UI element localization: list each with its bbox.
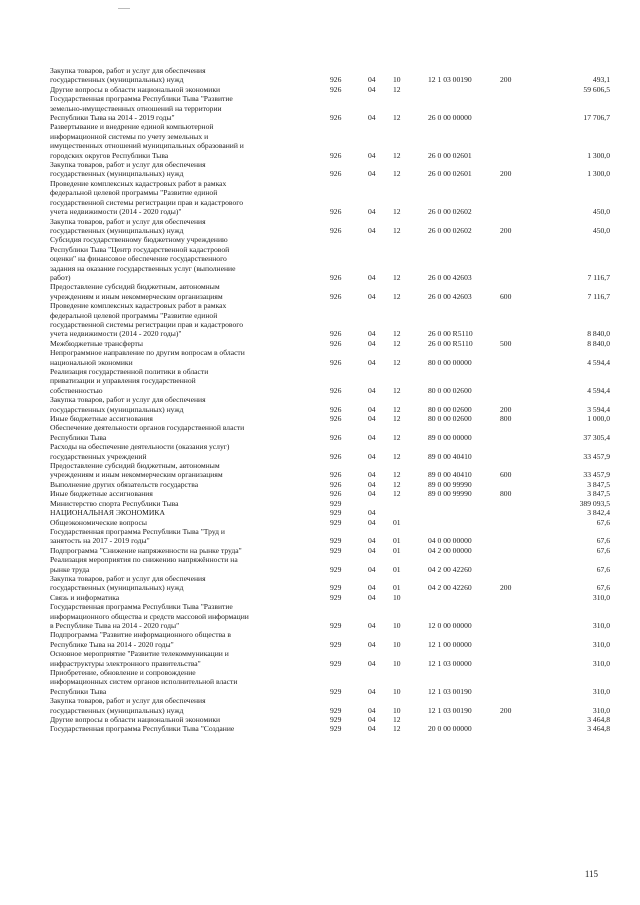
row-expense-type-code: 200 xyxy=(500,404,512,414)
row-section-code: 04 xyxy=(368,404,376,414)
row-amount: 1 300,0 xyxy=(587,150,610,160)
row-admin-code: 926 xyxy=(330,291,342,301)
row-target-code: 26 0 00 02601 xyxy=(428,150,472,160)
row-target-code: 89 0 00 40410 xyxy=(428,451,472,461)
row-section-code: 04 xyxy=(368,715,376,725)
row-admin-code: 926 xyxy=(330,75,342,85)
row-target-code: 89 0 00 40410 xyxy=(428,470,472,480)
row-admin-code: 926 xyxy=(330,414,342,424)
row-name: Общеэкономические вопросы xyxy=(50,517,147,527)
row-subsection-code: 12 xyxy=(393,432,401,442)
table-row xyxy=(50,348,610,367)
row-name: Закупка товаров, работ и услуг для обеспечения государственных (муниципальных) нужд xyxy=(50,66,206,85)
row-section-code: 04 xyxy=(368,724,376,734)
row-name: Другие вопросы в области национальной экономики xyxy=(50,84,221,94)
row-subsection-code: 12 xyxy=(393,207,401,217)
row-admin-code: 926 xyxy=(330,272,342,282)
row-target-code: 80 0 00 02600 xyxy=(428,414,472,424)
row-subsection-code: 12 xyxy=(393,479,401,489)
row-amount: 310,0 xyxy=(592,658,610,668)
row-name: Связь и информатика xyxy=(50,592,120,602)
row-section-code: 04 xyxy=(368,592,376,602)
row-amount: 7 116,7 xyxy=(587,291,610,301)
row-subsection-code: 01 xyxy=(393,564,401,574)
table-row xyxy=(50,724,610,733)
row-target-code: 04 2 00 42260 xyxy=(428,564,472,574)
table-row xyxy=(50,668,610,696)
row-amount: 17 706,7 xyxy=(583,113,610,123)
row-admin-code: 929 xyxy=(330,583,342,593)
row-section-code: 04 xyxy=(368,536,376,546)
row-amount: 450,0 xyxy=(592,207,610,217)
row-amount: 3 847,5 xyxy=(587,479,610,489)
row-subsection-code: 10 xyxy=(393,705,401,715)
row-expense-type-code: 800 xyxy=(500,414,512,424)
row-admin-code: 929 xyxy=(330,658,342,668)
row-amount: 67,6 xyxy=(596,545,610,555)
row-target-code: 26 0 00 42603 xyxy=(428,272,472,282)
row-section-code: 04 xyxy=(368,489,376,499)
row-name: Государственная программа Республики Тыва "Создание xyxy=(50,724,235,734)
row-admin-code: 926 xyxy=(330,489,342,499)
row-subsection-code: 12 xyxy=(393,338,401,348)
table-row xyxy=(50,301,610,339)
table-row xyxy=(50,235,610,282)
row-subsection-code: 01 xyxy=(393,583,401,593)
row-section-code: 04 xyxy=(368,564,376,574)
row-amount: 310,0 xyxy=(592,592,610,602)
row-amount: 3 847,5 xyxy=(587,489,610,499)
row-subsection-code: 12 xyxy=(393,113,401,123)
row-admin-code: 929 xyxy=(330,498,342,508)
row-name: Закупка товаров, работ и услуг для обеспечения государственных (муниципальных) нужд xyxy=(50,160,206,179)
row-admin-code: 929 xyxy=(330,564,342,574)
row-admin-code: 929 xyxy=(330,508,342,518)
row-section-code: 04 xyxy=(368,470,376,480)
row-subsection-code: 12 xyxy=(393,404,401,414)
table-row xyxy=(50,602,610,630)
budget-table xyxy=(50,66,610,734)
row-subsection-code: 12 xyxy=(393,724,401,734)
row-subsection-code: 10 xyxy=(393,639,401,649)
row-name: Основное мероприятие "Развитие телекоммуникации и инфраструктуры электронного правительства" xyxy=(50,649,229,668)
row-expense-type-code: 600 xyxy=(500,470,512,480)
row-subsection-code: 12 xyxy=(393,272,401,282)
row-name: Субсидия государственному бюджетному учреждению Республики Тыва "Центр государственной кадастровой оценки" на финансовое обеспечение государственного задания на оказание государственных услуг (выполнение работ) xyxy=(50,235,236,282)
row-section-code: 04 xyxy=(368,451,376,461)
table-row xyxy=(50,499,610,508)
row-amount: 3 594,4 xyxy=(587,404,610,414)
row-name: Государственная программа Республики Тыва "Труд и занятость на 2017 - 2019 годы" xyxy=(50,526,225,546)
row-target-code: 12 1 00 00000 xyxy=(428,639,472,649)
row-target-code: 26 0 00 42603 xyxy=(428,291,472,301)
row-subsection-code: 10 xyxy=(393,75,401,85)
table-row xyxy=(50,527,610,546)
row-amount: 4 594,4 xyxy=(587,385,610,395)
row-admin-code: 926 xyxy=(330,207,342,217)
row-name: Развертывание и внедрение единой компьютерной информационной системы по учету земельных и имущественных отношений муниципальных образований и городских округов Республики Тыва xyxy=(50,122,244,160)
row-amount: 310,0 xyxy=(592,686,610,696)
row-expense-type-code: 200 xyxy=(500,169,512,179)
row-target-code: 80 0 00 02600 xyxy=(428,385,472,395)
table-row xyxy=(50,339,610,348)
row-section-code: 04 xyxy=(368,385,376,395)
row-name: Расходы на обеспечение деятельности (оказания услуг) государственных учреждений xyxy=(50,442,230,461)
table-row xyxy=(50,282,610,301)
row-amount: 310,0 xyxy=(592,620,610,630)
row-amount: 8 840,0 xyxy=(587,338,610,348)
scan-mark xyxy=(118,8,130,9)
row-amount: 1 300,0 xyxy=(587,169,610,179)
row-amount: 7 116,7 xyxy=(587,272,610,282)
row-target-code: 12 1 03 00190 xyxy=(428,75,472,85)
row-subsection-code: 12 xyxy=(393,385,401,395)
row-target-code: 12 1 03 00190 xyxy=(428,686,472,696)
row-amount: 4 594,4 xyxy=(587,357,610,367)
table-row xyxy=(50,414,610,423)
row-section-code: 04 xyxy=(368,291,376,301)
row-subsection-code: 10 xyxy=(393,686,401,696)
row-admin-code: 926 xyxy=(330,404,342,414)
row-expense-type-code: 200 xyxy=(500,225,512,235)
table-row xyxy=(50,367,610,395)
row-subsection-code: 10 xyxy=(393,620,401,630)
row-name: Иные бюджетные ассигнования xyxy=(50,489,153,499)
row-section-code: 04 xyxy=(368,75,376,85)
row-amount: 59 606,5 xyxy=(583,84,610,94)
row-target-code: 80 0 00 02600 xyxy=(428,404,472,414)
row-subsection-code: 10 xyxy=(393,592,401,602)
table-row xyxy=(50,489,610,498)
row-amount: 8 840,0 xyxy=(587,329,610,339)
row-target-code: 89 0 00 99990 xyxy=(428,479,472,489)
row-amount: 3 842,4 xyxy=(587,508,610,518)
row-section-code: 04 xyxy=(368,620,376,630)
row-section-code: 04 xyxy=(368,207,376,217)
row-amount: 67,6 xyxy=(596,517,610,527)
row-name: Проведение комплексных кадастровых работ в рамках федеральной целевой программы "Развитие единой государственной системы регистрации прав и кадастрового учета недвижимости (2014 - 2020 годы)" xyxy=(50,301,243,339)
row-subsection-code: 12 xyxy=(393,470,401,480)
row-admin-code: 929 xyxy=(330,715,342,725)
row-admin-code: 926 xyxy=(330,150,342,160)
table-row xyxy=(50,85,610,94)
row-admin-code: 926 xyxy=(330,84,342,94)
row-section-code: 04 xyxy=(368,169,376,179)
row-amount: 3 464,8 xyxy=(587,715,610,725)
row-subsection-code: 01 xyxy=(393,536,401,546)
row-target-code: 26 0 00 02602 xyxy=(428,207,472,217)
row-subsection-code: 12 xyxy=(393,169,401,179)
row-amount: 3 464,8 xyxy=(587,724,610,734)
row-name: Приобретение, обновление и сопровождение информационных систем органов исполнительной власти Республики Тыва xyxy=(50,668,238,696)
row-target-code: 26 0 00 02602 xyxy=(428,225,472,235)
row-section-code: 04 xyxy=(368,517,376,527)
row-section-code: 04 xyxy=(368,639,376,649)
row-admin-code: 929 xyxy=(330,517,342,527)
row-name: Предоставление субсидий бюджетным, автономным учреждениям и иным некоммерческим организациям xyxy=(50,282,223,301)
row-section-code: 04 xyxy=(368,414,376,424)
table-row xyxy=(50,423,610,442)
row-name: Подпрограмма "Снижение напряженности на рынке труда" xyxy=(50,545,242,555)
row-section-code: 04 xyxy=(368,545,376,555)
row-expense-type-code: 600 xyxy=(500,291,512,301)
row-subsection-code: 12 xyxy=(393,84,401,94)
row-subsection-code: 12 xyxy=(393,291,401,301)
row-admin-code: 926 xyxy=(330,357,342,367)
row-target-code: 26 0 00 00000 xyxy=(428,113,472,123)
row-name: Выполнение других обязательств государства xyxy=(50,479,199,489)
row-name: Закупка товаров, работ и услуг для обеспечения государственных (муниципальных) нужд xyxy=(50,573,206,593)
row-name: Предоставление субсидий бюджетным, автономным учреждениям и иным некоммерческим организациям xyxy=(50,461,223,480)
row-section-code: 04 xyxy=(368,357,376,367)
row-admin-code: 926 xyxy=(330,385,342,395)
row-amount: 67,6 xyxy=(596,536,610,546)
table-row xyxy=(50,179,610,217)
table-row xyxy=(50,395,610,414)
row-section-code: 04 xyxy=(368,338,376,348)
row-name: Закупка товаров, работ и услуг для обеспечения государственных (муниципальных) нужд xyxy=(50,395,206,414)
row-name: Реализация государственной политики в области приватизации и управления государственной собственностью xyxy=(50,367,209,395)
row-section-code: 04 xyxy=(368,113,376,123)
row-name: Проведение комплексных кадастровых работ в рамках федеральной целевой программы "Развитие единой государственной системы регистрации прав и кадастрового учета недвижимости (2014 - 2020 годы)" xyxy=(50,178,243,217)
row-section-code: 04 xyxy=(368,432,376,442)
row-amount: 33 457,9 xyxy=(583,470,610,480)
row-target-code: 26 0 00 02601 xyxy=(428,169,472,179)
row-admin-code: 929 xyxy=(330,592,342,602)
row-amount: 493,1 xyxy=(592,75,610,85)
row-section-code: 04 xyxy=(368,508,376,518)
row-admin-code: 929 xyxy=(330,620,342,630)
row-section-code: 04 xyxy=(368,658,376,668)
row-name: Закупка товаров, работ и услуг для обеспечения государственных (муниципальных) нужд xyxy=(50,216,206,235)
row-section-code: 04 xyxy=(368,84,376,94)
row-section-code: 04 xyxy=(368,272,376,282)
row-amount: 389 093,5 xyxy=(579,498,610,508)
table-row xyxy=(50,518,610,527)
row-section-code: 04 xyxy=(368,150,376,160)
row-admin-code: 929 xyxy=(330,686,342,696)
row-expense-type-code: 500 xyxy=(500,338,512,348)
table-row xyxy=(50,649,610,668)
row-subsection-code: 12 xyxy=(393,451,401,461)
row-admin-code: 926 xyxy=(330,451,342,461)
row-target-code: 20 0 00 00000 xyxy=(428,724,472,734)
row-subsection-code: 10 xyxy=(393,658,401,668)
row-name: Другие вопросы в области национальной экономики xyxy=(50,715,221,725)
table-row xyxy=(50,546,610,555)
row-subsection-code: 12 xyxy=(393,225,401,235)
row-subsection-code: 12 xyxy=(393,414,401,424)
row-expense-type-code: 200 xyxy=(500,705,512,715)
row-subsection-code: 12 xyxy=(393,357,401,367)
table-row xyxy=(50,66,610,85)
table-row xyxy=(50,555,610,574)
table-row xyxy=(50,593,610,602)
row-admin-code: 929 xyxy=(330,536,342,546)
row-name: Закупка товаров, работ и услуг для обеспечения государственных (муниципальных) нужд xyxy=(50,696,206,715)
table-row xyxy=(50,217,610,236)
row-target-code: 89 0 00 99990 xyxy=(428,489,472,499)
row-subsection-code: 01 xyxy=(393,545,401,555)
table-row xyxy=(50,508,610,517)
table-row xyxy=(50,122,610,160)
row-admin-code: 929 xyxy=(330,705,342,715)
row-admin-code: 926 xyxy=(330,225,342,235)
row-name: Обеспечение деятельности органов государственной власти Республики Тыва xyxy=(50,423,245,442)
row-amount: 450,0 xyxy=(592,225,610,235)
row-name: Непрограммное направление по другим вопросам в области национальной экономики xyxy=(50,348,245,367)
row-section-code: 04 xyxy=(368,329,376,339)
row-expense-type-code: 200 xyxy=(500,75,512,85)
row-admin-code: 926 xyxy=(330,338,342,348)
row-target-code: 26 0 00 R5110 xyxy=(428,338,473,348)
row-section-code: 04 xyxy=(368,225,376,235)
row-target-code: 12 0 00 00000 xyxy=(428,620,472,630)
row-subsection-code: 01 xyxy=(393,517,401,527)
row-target-code: 26 0 00 R5110 xyxy=(428,329,473,339)
row-section-code: 04 xyxy=(368,583,376,593)
table-row xyxy=(50,630,610,649)
table-row xyxy=(50,574,610,593)
row-target-code: 04 0 00 00000 xyxy=(428,536,472,546)
row-subsection-code: 12 xyxy=(393,715,401,725)
row-amount: 67,6 xyxy=(596,564,610,574)
table-row xyxy=(50,160,610,179)
row-name: Подпрограмма "Развитие информационного общества в Республике Тыва на 2014 - 2020 годы" xyxy=(50,630,231,649)
row-admin-code: 926 xyxy=(330,432,342,442)
row-target-code: 12 1 03 00000 xyxy=(428,658,472,668)
row-admin-code: 926 xyxy=(330,329,342,339)
table-row xyxy=(50,94,610,122)
row-target-code: 12 1 03 00190 xyxy=(428,705,472,715)
row-subsection-code: 12 xyxy=(393,489,401,499)
row-name: Межбюджетные трансферты xyxy=(50,338,143,348)
row-target-code: 80 0 00 00000 xyxy=(428,357,472,367)
page-number: 115 xyxy=(584,869,598,879)
row-target-code: 89 0 00 00000 xyxy=(428,432,472,442)
row-admin-code: 929 xyxy=(330,545,342,555)
row-admin-code: 929 xyxy=(330,724,342,734)
row-amount: 37 305,4 xyxy=(583,432,610,442)
row-subsection-code: 12 xyxy=(393,329,401,339)
row-amount: 67,6 xyxy=(596,583,610,593)
row-name: Министерство спорта Республики Тыва xyxy=(50,498,179,508)
row-admin-code: 929 xyxy=(330,639,342,649)
row-name: НАЦИОНАЛЬНАЯ ЭКОНОМИКА xyxy=(50,508,165,518)
table-row xyxy=(50,461,610,480)
row-amount: 1 000,0 xyxy=(587,414,610,424)
row-name: Иные бюджетные ассигнования xyxy=(50,414,153,424)
row-section-code: 04 xyxy=(368,686,376,696)
table-row xyxy=(50,715,610,724)
table-row xyxy=(50,442,610,461)
row-section-code: 04 xyxy=(368,705,376,715)
table-row xyxy=(50,696,610,715)
row-amount: 33 457,9 xyxy=(583,451,610,461)
row-amount: 310,0 xyxy=(592,705,610,715)
row-name: Реализация мероприятия по снижению напряжённости на рынке труда xyxy=(50,555,238,574)
row-admin-code: 926 xyxy=(330,479,342,489)
row-section-code: 04 xyxy=(368,479,376,489)
row-amount: 310,0 xyxy=(592,639,610,649)
table-row xyxy=(50,480,610,489)
row-expense-type-code: 200 xyxy=(500,583,512,593)
row-name: Государственная программа Республики Тыва "Развитие земельно-имущественных отношений на территории Республики Тыва на 2014 - 2019 годы" xyxy=(50,94,233,123)
row-admin-code: 926 xyxy=(330,470,342,480)
row-target-code: 04 2 00 00000 xyxy=(428,545,472,555)
row-name: Государственная программа Республики Тыва "Развитие информационного общества и средств массовой информации в Республике Тыва на 2014 - 2020 годы" xyxy=(50,602,249,630)
row-target-code: 04 2 00 42260 xyxy=(428,583,472,593)
row-admin-code: 926 xyxy=(330,113,342,123)
row-admin-code: 926 xyxy=(330,169,342,179)
row-expense-type-code: 800 xyxy=(500,489,512,499)
row-subsection-code: 12 xyxy=(393,150,401,160)
